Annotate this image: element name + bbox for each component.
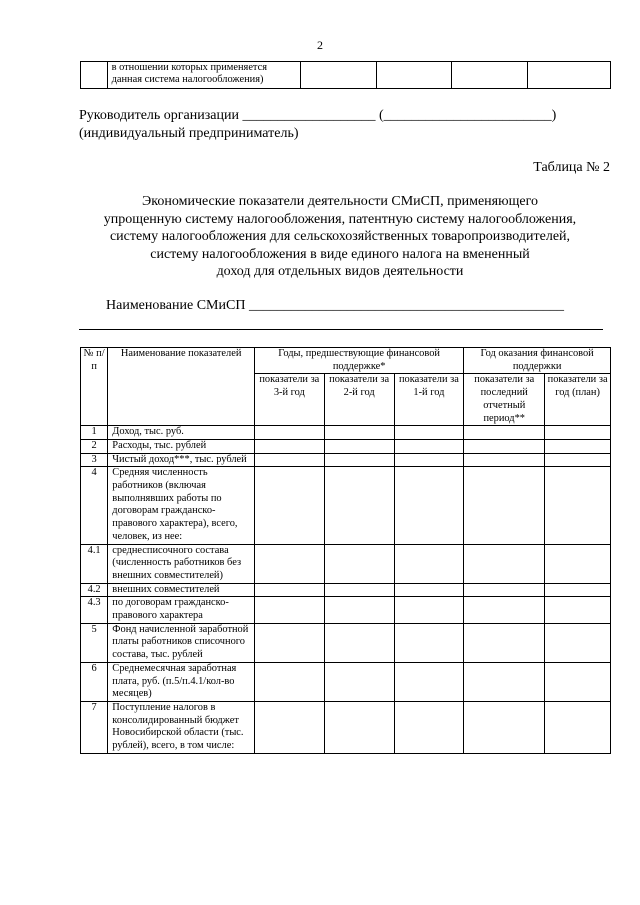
- row-number: 4.1: [81, 544, 108, 583]
- table-row: [81, 701, 611, 753]
- value-cell[interactable]: [464, 623, 545, 662]
- table-row: [81, 597, 611, 623]
- header-year-3: показатели за 3-й год: [254, 374, 324, 426]
- value-cell[interactable]: [324, 426, 394, 440]
- row-number: 5: [81, 623, 108, 662]
- row-name: Фонд начисленной заработной платы работников списочного состава, тыс. рублей: [108, 623, 255, 662]
- table-row: [81, 426, 611, 440]
- value-cell[interactable]: [254, 439, 324, 453]
- value-cell[interactable]: [254, 597, 324, 623]
- row-number: 4: [81, 467, 108, 544]
- value-cell[interactable]: [464, 426, 545, 440]
- row-number: 7: [81, 701, 108, 753]
- value-cell[interactable]: [324, 623, 394, 662]
- fragment-cell-text: в отношении которых применяется данная система налогообложения): [107, 62, 300, 89]
- header-support-year: Год оказания финансовой поддержки: [464, 348, 611, 374]
- org-name-field: Наименование СМиСП _____________________________________________: [106, 298, 564, 313]
- value-cell[interactable]: [324, 701, 394, 753]
- value-cell[interactable]: [324, 544, 394, 583]
- header-last-period: показатели за последний отчетный период**: [464, 374, 545, 426]
- value-cell[interactable]: [545, 583, 611, 597]
- value-cell[interactable]: [324, 662, 394, 701]
- value-cell[interactable]: [394, 597, 464, 623]
- table-label: Таблица № 2: [533, 160, 610, 175]
- indicators-table: [80, 347, 611, 754]
- header-plan: показатели за год (план): [545, 374, 611, 426]
- row-name: Среднемесячная заработная плата, руб. (п.5/п.4.1/кол-во месяцев): [108, 662, 255, 701]
- table-row: [81, 453, 611, 467]
- value-cell[interactable]: [545, 662, 611, 701]
- table-row: [81, 467, 611, 544]
- header-row: [81, 348, 611, 374]
- row-number: 1: [81, 426, 108, 440]
- row-name: Чистый доход***, тыс. рублей: [108, 453, 255, 467]
- row-name: Поступление налогов в консолидированный бюджет Новосибирской области (тыс. рублей), всего, в том числе:: [108, 701, 255, 753]
- row-number: 2: [81, 439, 108, 453]
- table-row: [81, 439, 611, 453]
- row-name: по договорам гражданско-правового характера: [108, 597, 255, 623]
- row-name: Средняя численность работников (включая выполнявших работы по договорам гражданско-правового характера), всего, человек, из нее:: [108, 467, 255, 544]
- value-cell[interactable]: [545, 426, 611, 440]
- value-cell[interactable]: [394, 701, 464, 753]
- value-cell[interactable]: [464, 467, 545, 544]
- page-number: 2: [317, 38, 323, 52]
- value-cell[interactable]: [254, 701, 324, 753]
- value-cell[interactable]: [394, 544, 464, 583]
- value-cell[interactable]: [545, 623, 611, 662]
- value-cell[interactable]: [324, 583, 394, 597]
- signer-role: (индивидуальный предприниматель): [79, 126, 299, 141]
- heading-line: упрощенную систему налогообложения, патентную систему налогообложения,: [103, 211, 577, 227]
- value-cell[interactable]: [394, 467, 464, 544]
- table-row: [81, 662, 611, 701]
- value-cell[interactable]: [545, 701, 611, 753]
- value-cell[interactable]: [545, 453, 611, 467]
- heading-line: систему налогообложения в виде единого налога на вмененный: [150, 246, 530, 262]
- value-cell[interactable]: [545, 597, 611, 623]
- table-row: [81, 623, 611, 662]
- previous-table-fragment: [80, 61, 611, 89]
- header-name: Наименование показателей: [108, 348, 255, 426]
- value-cell[interactable]: [464, 453, 545, 467]
- value-cell[interactable]: [254, 426, 324, 440]
- value-cell[interactable]: [464, 583, 545, 597]
- value-cell[interactable]: [394, 426, 464, 440]
- divider-line: [79, 329, 603, 330]
- table-row: [81, 62, 611, 89]
- row-name: Доход, тыс. руб.: [108, 426, 255, 440]
- header-year-2: показатели за 2-й год: [324, 374, 394, 426]
- value-cell[interactable]: [394, 439, 464, 453]
- signer-line: Руководитель организации ___________________ (________________________): [79, 108, 557, 123]
- header-year-1: показатели за 1-й год: [394, 374, 464, 426]
- value-cell[interactable]: [324, 597, 394, 623]
- row-name: среднесписочного состава (численность работников без внешних совместителей): [108, 544, 255, 583]
- value-cell[interactable]: [254, 453, 324, 467]
- value-cell[interactable]: [545, 439, 611, 453]
- row-name: внешних совместителей: [108, 583, 255, 597]
- value-cell[interactable]: [254, 662, 324, 701]
- value-cell[interactable]: [254, 623, 324, 662]
- row-number: 4.3: [81, 597, 108, 623]
- value-cell[interactable]: [464, 439, 545, 453]
- row-number: 6: [81, 662, 108, 701]
- value-cell[interactable]: [254, 544, 324, 583]
- row-number: 4.2: [81, 583, 108, 597]
- value-cell[interactable]: [464, 662, 545, 701]
- value-cell[interactable]: [254, 583, 324, 597]
- value-cell[interactable]: [464, 597, 545, 623]
- table-body: [81, 426, 611, 754]
- value-cell[interactable]: [464, 701, 545, 753]
- header-num: № п/п: [81, 348, 108, 426]
- value-cell[interactable]: [545, 544, 611, 583]
- value-cell[interactable]: [394, 662, 464, 701]
- table-row: [81, 583, 611, 597]
- table-row: [81, 544, 611, 583]
- value-cell[interactable]: [394, 623, 464, 662]
- heading-line: доход для отдельных видов деятельности: [216, 264, 464, 279]
- value-cell[interactable]: [324, 467, 394, 544]
- table-heading: [60, 193, 620, 281]
- value-cell[interactable]: [394, 453, 464, 467]
- value-cell[interactable]: [324, 453, 394, 467]
- row-name: Расходы, тыс. рублей: [108, 439, 255, 453]
- value-cell[interactable]: [394, 583, 464, 597]
- value-cell[interactable]: [324, 439, 394, 453]
- value-cell[interactable]: [254, 467, 324, 544]
- heading-line: Экономические показатели деятельности СМиСП, применяющего: [142, 194, 538, 209]
- row-number: 3: [81, 453, 108, 467]
- header-prev-years: Годы, предшествующие финансовой поддержке*: [254, 348, 463, 374]
- heading-line: систему налогообложения для сельскохозяйственных товаропроизводителей,: [109, 229, 571, 244]
- value-cell[interactable]: [545, 467, 611, 544]
- value-cell[interactable]: [464, 544, 545, 583]
